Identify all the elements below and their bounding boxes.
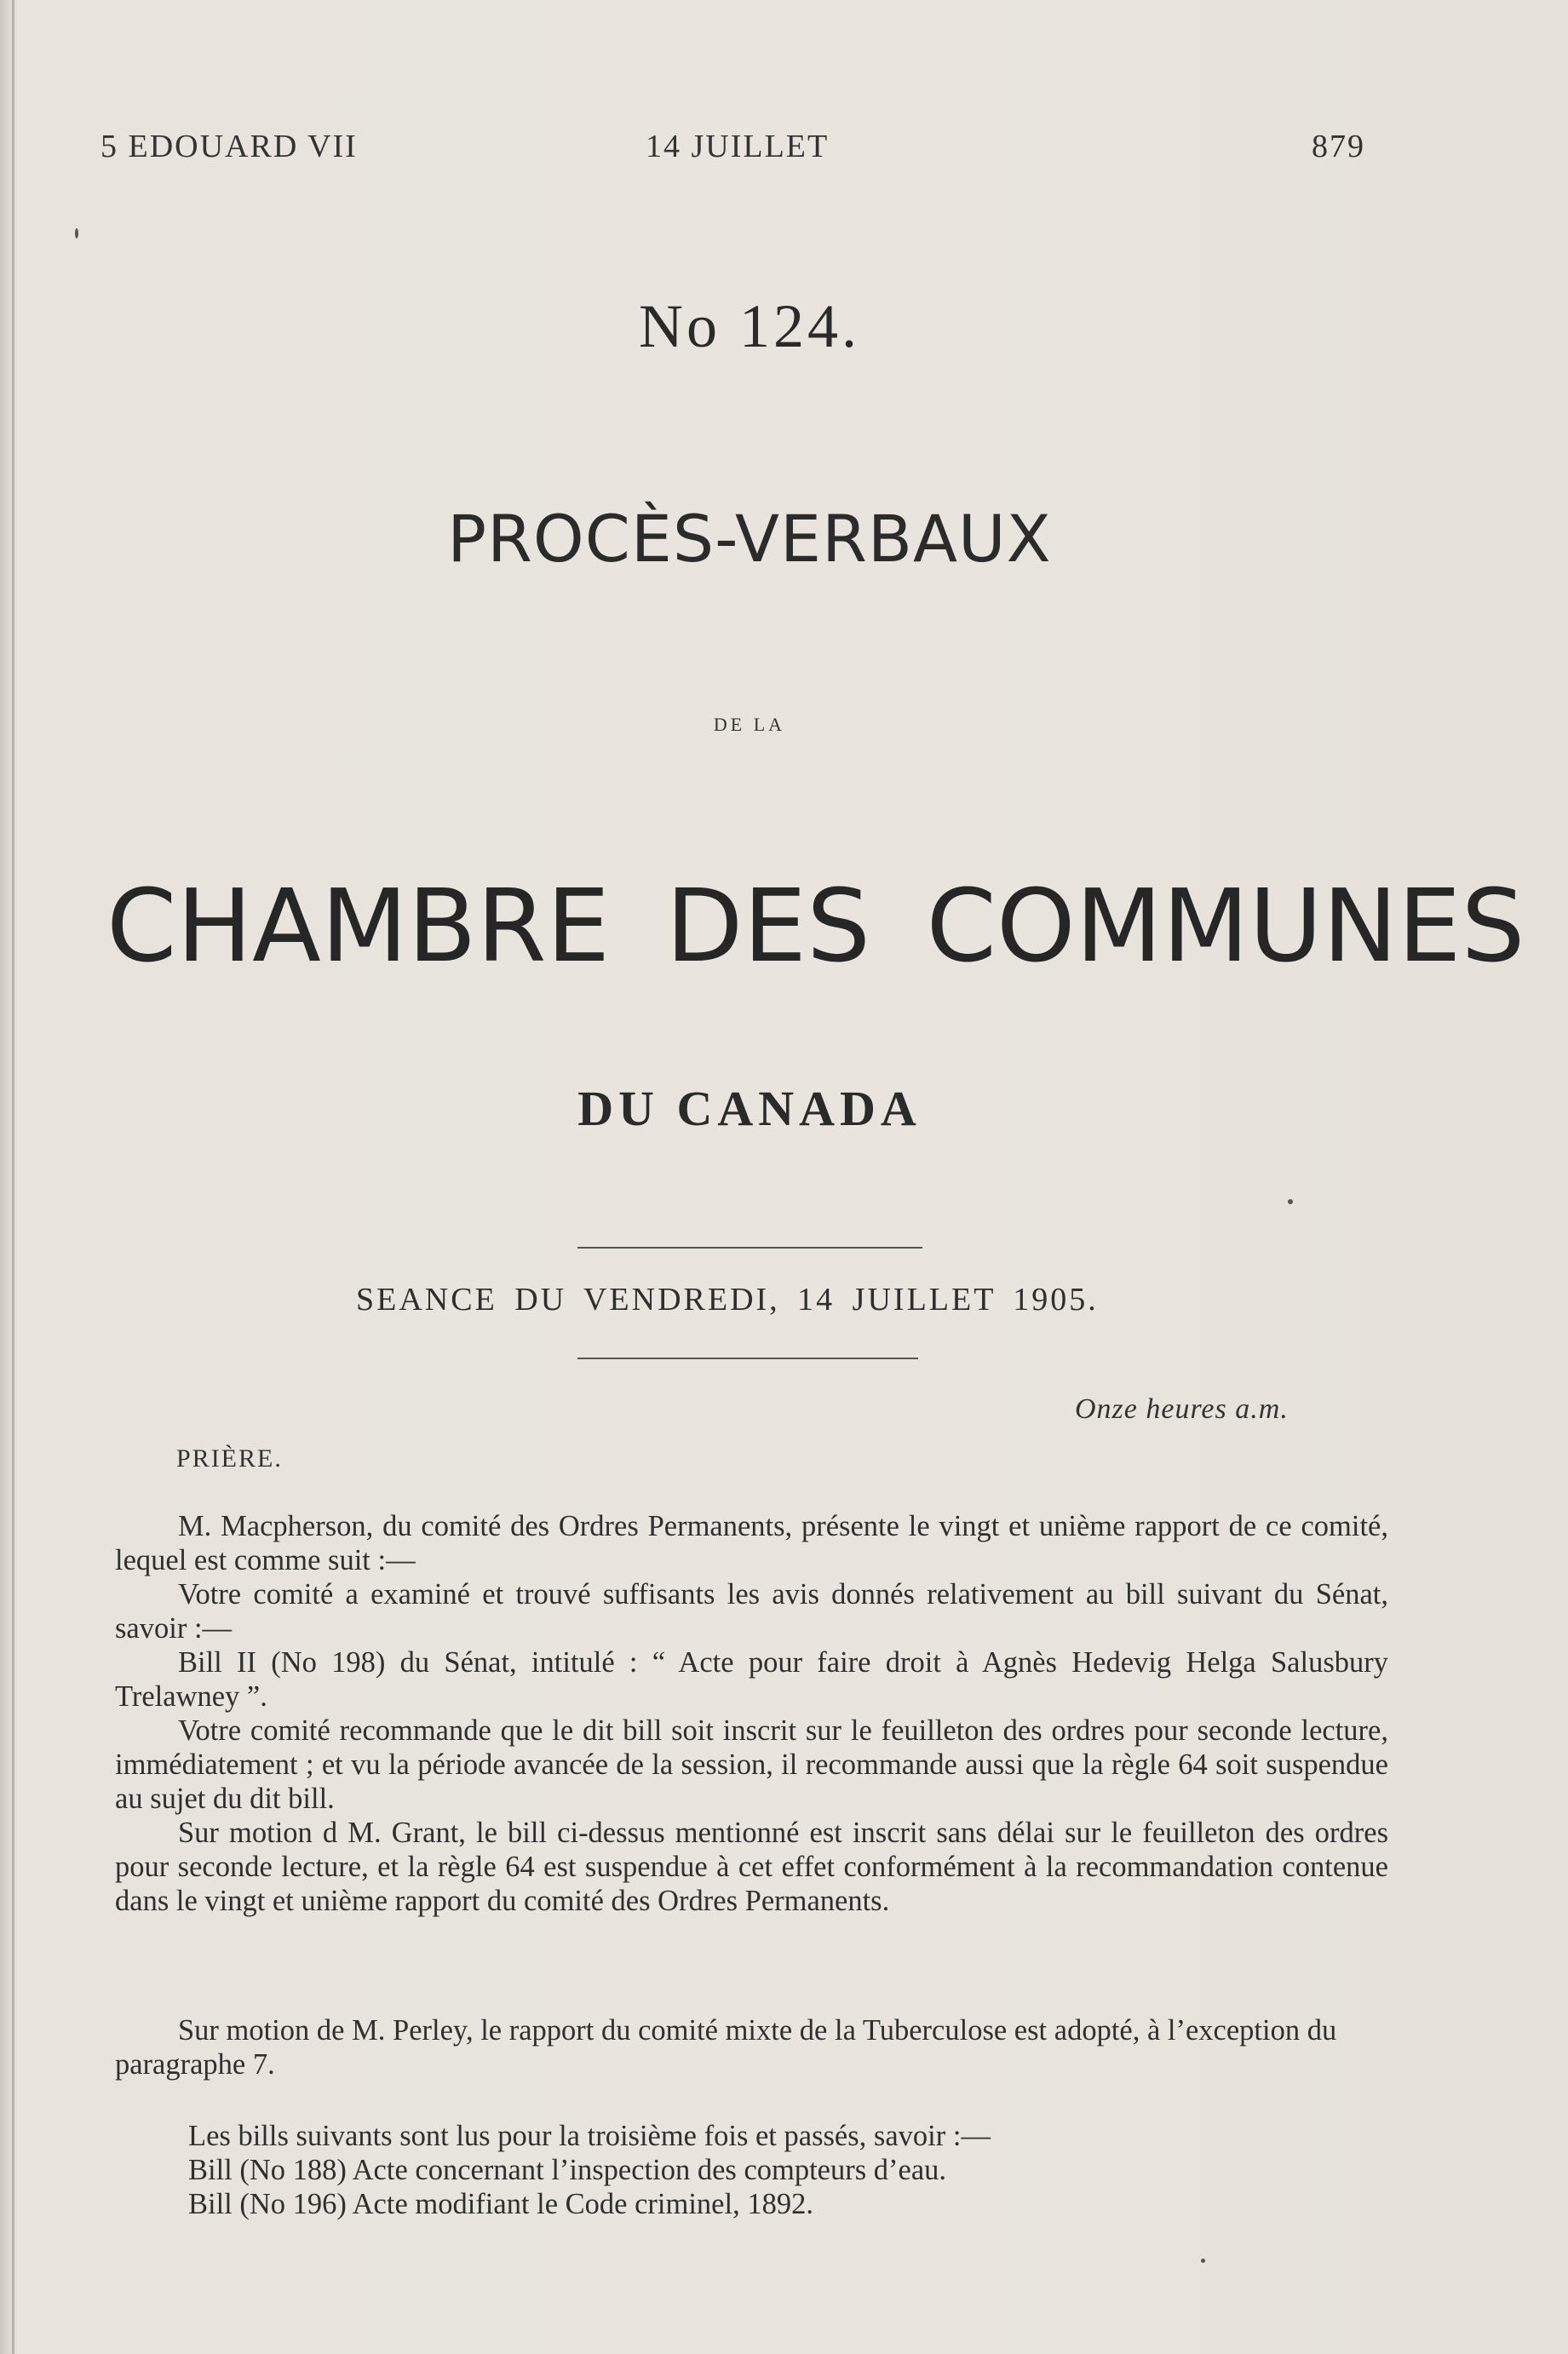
paragraph: Sur motion d M. Grant, le bill ci-dessus mentionné est inscrit sans délai sur le feuilleton des ordres pour seconde lecture, et la règle 64 est suspendue à cet effet conformément à la recommandation contenue dans le vingt et unième rapport du comité des Ordres Permanents. [115,1817,1388,1917]
bill-item: Bill (No 196) Acte modifiant le Code criminel, 1892. [188,2188,813,2220]
divider-bottom [577,1358,918,1359]
paragraph: Bill II (No 198) du Sénat, intitulé : “ Acte pour faire droit à Agnès Hedevig Helga Salusbury Trelawney ”. [115,1646,1388,1713]
proceedings-text [115,1509,1388,1918]
bills-passed [115,2119,1388,2221]
header-date: 14 JUILLET [646,129,830,164]
perley-motion [115,2013,1388,2081]
paper-speck [1201,2259,1205,2263]
title-connector: DE LA [713,714,786,735]
bills-intro: Les bills suivants sont lus pour la troisième fois et passés, savoir :— [188,2120,991,2152]
paragraph: M. Macpherson, du comité des Ordres Permanents, présente le vingt et unième rapport de ce comité, lequel est comme suit :— [115,1510,1388,1576]
paragraph: Votre comité recommande que le dit bill soit inscrit sur le feuilleton des ordres pour seconde lecture, immédiatement ; et vu la période avancée de la session, il recommande aussi que la règle 64 soit suspendue au sujet du dit bill. [115,1714,1388,1815]
document-title: PROCÈS-VERBAUX [447,501,1052,577]
paper-speck [1288,1199,1293,1204]
issue-number: No 124. [639,292,860,360]
institution-name: CHAMBRE DES COMMUNES [106,867,1525,985]
page-number: 879 [1312,129,1365,164]
session-time: Onze heures a.m. [1075,1393,1289,1425]
paragraph: Sur motion de M. Perley, le rapport du comité mixte de la Tuberculose est adopté, à l’exception du paragraphe 7. [115,2014,1337,2081]
paper-speck [75,228,78,238]
divider-top [577,1247,922,1249]
prayer-heading: PRIÈRE. [176,1444,283,1473]
running-header [0,128,1568,170]
header-reign: 5 EDOUARD VII [101,129,358,164]
session-date: SEANCE DU VENDREDI, 14 JUILLET 1905. [356,1282,1099,1318]
country-name: DU CANADA [577,1081,922,1136]
bill-item: Bill (No 188) Acte concernant l’inspection des compteurs d’eau. [188,2154,947,2186]
paragraph: Votre comité a examiné et trouvé suffisants les avis donnés relativement au bill suivant du Sénat, savoir :— [115,1578,1388,1645]
